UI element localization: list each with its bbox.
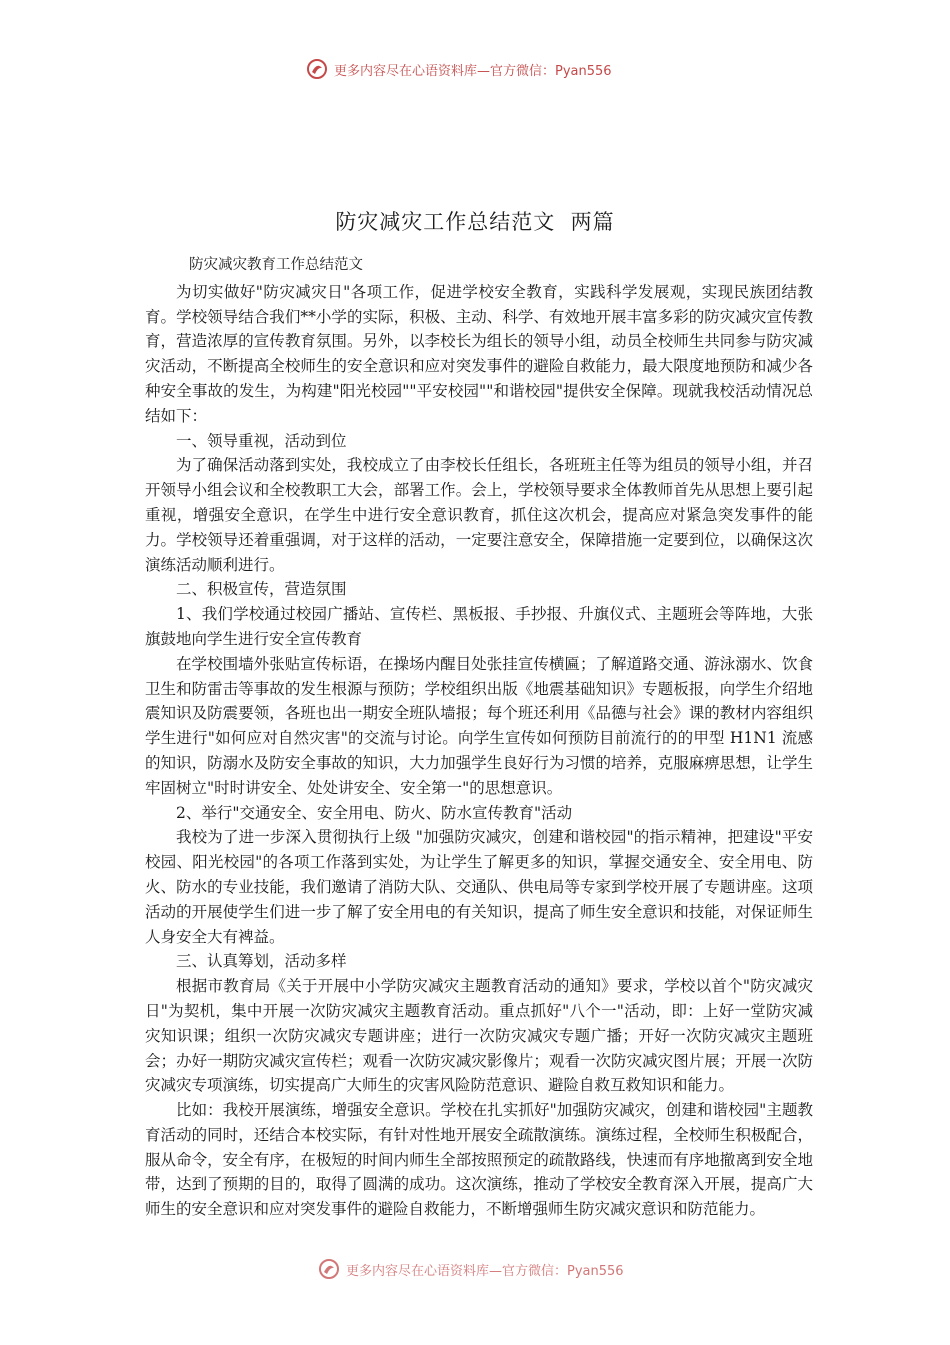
watermark-text: 更多内容尽在心语资料库—官方微信：Pyan556: [346, 1263, 624, 1279]
watermark-top: [306, 58, 612, 80]
document-title: 防灾减灾工作总结范文 两篇: [335, 210, 615, 234]
paragraph: 1、我们学校通过校园广播站、宣传栏、黑板报、手抄报、升旗仪式、主题班会等阵地，大张旗鼓地向学生进行安全宣传教育: [145, 605, 813, 648]
paragraph-intro: 为切实做好"防灾减灾日"各项工作，促进学校安全教育，实践科学发展观，实现民族团结教育。学校领导结合我们**小学的实际，积极、主动、科学、有效地开展丰富多彩的防灾减灾宣传教育，营造浓厚的宣传教育氛围。另外，以李校长为组长的领导小组，动员全校师生共同参与防灾减灾活动，不断提高全校师生的安全意识和应对突发事件的避险自救能力，最大限度地预防和减少各种安全事故的发生，为构建"阳光校园""平安校园""和谐校园"提供安全保障。现就我校活动情况总结如下：: [145, 282, 813, 425]
section-heading-2: 二、积极宣传，营造氛围: [176, 580, 347, 599]
section-heading-3: 三、认真筹划，活动多样: [176, 952, 347, 971]
brand-logo-icon: [306, 58, 328, 80]
document-subtitle: 防灾减灾教育工作总结范文: [189, 257, 363, 273]
paragraph: 我校为了进一步深入贯彻执行上级 "加强防灾减灾，创建和谐校园"的指示精神，把建设"平安校园、阳光校园"的各项工作落到实处，为让学生了解更多的知识，掌握交通安全、安全用电、防火、防水的专业技能，我们邀请了消防大队、交通队、供电局等专家到学校开展了专题讲座。这项活动的开展使学生们进一步了解了安全用电的有关知识，提高了师生安全意识和技能，对保证师生人身安全大有裨益。: [145, 828, 813, 946]
watermark-bottom: [318, 1258, 624, 1280]
document-body: [145, 253, 813, 1222]
paragraph: 2、举行"交通安全、安全用电、防火、防水宣传教育"活动: [176, 803, 573, 822]
paragraph: 在学校围墙外张贴宣传标语，在操场内醒目处张挂宣传横匾；了解道路交通、游泳溺水、饮食卫生和防雷击等事故的发生根源与预防；学校组织出版《地震基础知识》专题板报，向学生介绍地震知识及防震要领，各班也出一期安全班队墙报；每个班还利用《品德与社会》课的教材内容组织学生进行"如何应对自然灾害"的交流与讨论。向学生宣传如何预防目前流行的的甲型 H1N1 流感的知识，防溺水及防安全事故的知识，大力加强学生良好行为习惯的培养，克服麻痹思想，让学生牢固树立"时时讲安全、处处讲安全、安全第一"的思想意识。: [145, 654, 813, 797]
paragraph: 比如：我校开展演练，增强安全意识。学校在扎实抓好"加强防灾减灾，创建和谐校园"主题教育活动的同时，还结合本校实际，有针对性地开展安全疏散演练。演练过程，全校师生积极配合，服从命令，安全有序，在极短的时间内师生全部按照预定的疏散路线，快速而有序地撤离到安全地带，达到了预期的目的，取得了圆满的成功。这次演练，推动了学校安全教育深入开展，提高广大师生的安全意识和应对突发事件的避险自救能力，不断增强师生防灾减灾意识和防范能力。: [145, 1101, 813, 1219]
watermark-text: 更多内容尽在心语资料库—官方微信：Pyan556: [334, 63, 612, 79]
brand-logo-icon: [318, 1258, 340, 1280]
paragraph: 为了确保活动落到实处，我校成立了由李校长任组长，各班班主任等为组员的领导小组，并召开领导小组会议和全校教职工大会，部署工作。会上，学校领导要求全体教师首先从思想上要引起重视，增强安全意识，在学生中进行安全意识教育，抓住这次机会，提高应对紧急突发事件的能力。学校领导还着重强调，对于这样的活动，一定要注意安全，保障措施一定要到位，以确保这次演练活动顺利进行。: [145, 456, 813, 574]
paragraph: 根据市教育局《关于开展中小学防灾减灾主题教育活动的通知》要求，学校以首个"防灾减灾日"为契机，集中开展一次防灾减灾主题教育活动。重点抓好"八个一"活动，即：上好一堂防灾减灾知识课；组织一次防灾减灾专题讲座；进行一次防灾减灾专题广播；开好一次防灾减灾主题班会；办好一期防灾减灾宣传栏；观看一次防灾减灾影像片；观看一次防灾减灾图片展；开展一次防灾减灾专项演练，切实提高广大师生的灾害风险防范意识、避险自救互救知识和能力。: [145, 977, 813, 1095]
section-heading-1: 一、领导重视，活动到位: [176, 431, 347, 450]
